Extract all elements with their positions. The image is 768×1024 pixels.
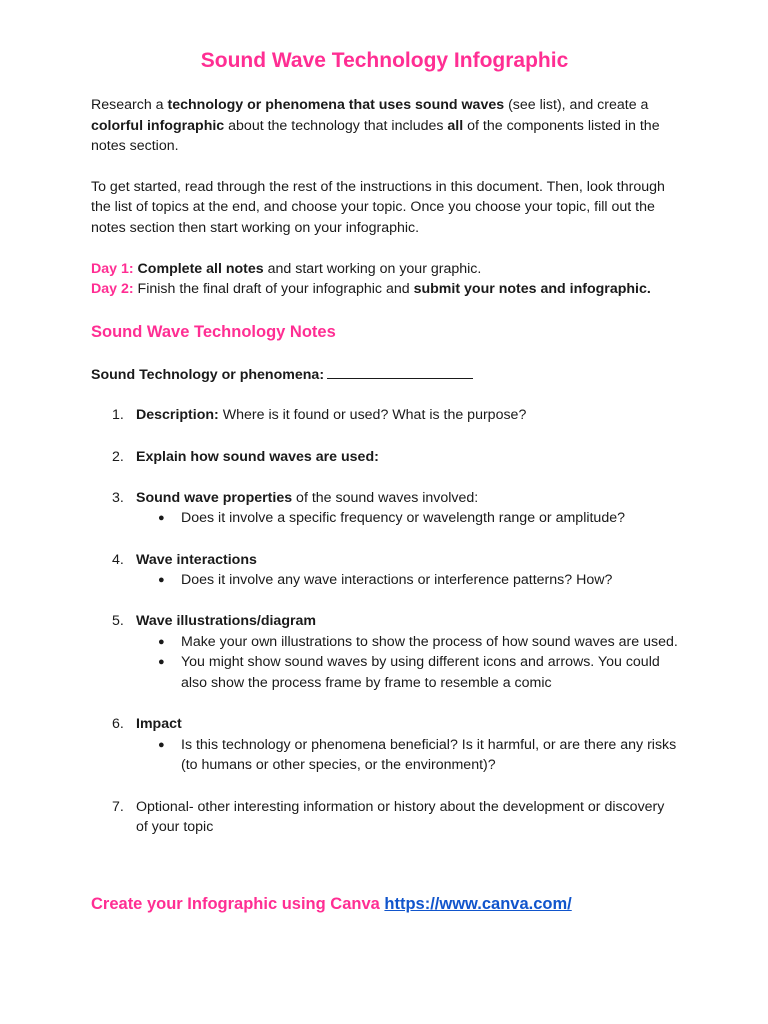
- intro-text-4: of the components listed in the notes section.: [91, 117, 660, 155]
- intro-paragraph: [91, 95, 678, 157]
- notes-item: [91, 405, 678, 426]
- getting-started-paragraph: To get started, read through the rest of the instructions in this document. Then, look through the list of topics at the end, and choose your topic. Once you choose your topic, fill out the notes section then start working on your infographic.: [91, 178, 665, 236]
- day-1-label: Day 1:: [91, 260, 134, 277]
- canva-link[interactable]: https://www.canva.com/: [384, 895, 572, 913]
- notes-item: [91, 488, 678, 529]
- day-2-label: Day 2:: [91, 281, 134, 298]
- notes-item: [91, 447, 678, 468]
- bullet-text: You might show sound waves by using different icons and arrows. You could also show the process frame by frame to resemble a comic: [181, 654, 660, 692]
- page-title: Sound Wave Technology Infographic: [200, 49, 569, 72]
- tech-field-label: Sound Technology or phenomena:: [91, 366, 325, 383]
- bullet-list: [91, 570, 678, 591]
- day-2-text: Finish the final draft of your infographic and: [133, 281, 414, 298]
- day-2-bold: submit your notes and infographic.: [413, 281, 651, 298]
- day-1-bold: Complete all notes: [137, 260, 264, 277]
- day-1-text: and start working on your graphic.: [263, 260, 482, 277]
- bullet-text: Does it involve a specific frequency or wavelength range or amplitude?: [181, 510, 625, 527]
- bullet-list: [91, 508, 678, 529]
- tech-field: [91, 364, 678, 386]
- bullet-item: [91, 632, 678, 653]
- day-1-line: [91, 259, 678, 280]
- item-bold: Impact: [136, 716, 182, 733]
- item-body: [136, 797, 678, 838]
- notes-item: [91, 714, 678, 776]
- notes-item: [91, 611, 678, 693]
- item-number: 4.: [112, 551, 124, 568]
- notes-list: [91, 405, 678, 837]
- item-number: 5.: [112, 613, 124, 630]
- item-bold: Description:: [136, 407, 219, 424]
- bullet-text: Make your own illustrations to show the process of how sound waves are used.: [181, 633, 678, 650]
- item-body: [136, 447, 678, 468]
- bullet-list: [91, 632, 678, 694]
- bullet-text: Does it involve any wave interactions or interference patterns? How?: [181, 572, 613, 589]
- item-bold: Wave illustrations/diagram: [136, 613, 317, 630]
- item-text: Optional- other interesting information or history about the development or discovery of your topic: [136, 798, 665, 836]
- item-bold: Wave interactions: [136, 551, 257, 568]
- notes-item: [91, 550, 678, 591]
- tech-field-blank[interactable]: [327, 364, 473, 379]
- bullet-dot-icon: ●: [158, 738, 165, 751]
- intro-bold-2: colorful infographic: [91, 117, 225, 134]
- item-body: [136, 550, 678, 571]
- intro-text-3: about the technology that includes: [224, 117, 448, 134]
- intro-text-2: (see list), and create a: [504, 97, 649, 113]
- item-bold: Explain how sound waves are used:: [136, 448, 379, 465]
- item-body: [136, 714, 678, 735]
- bullet-dot-icon: ●: [158, 512, 165, 525]
- bullet-dot-icon: ●: [158, 656, 165, 669]
- item-body: [136, 405, 678, 426]
- bullet-dot-icon: ●: [158, 635, 165, 648]
- item-bold: Sound wave properties: [136, 489, 293, 506]
- item-text: Where is it found or used? What is the purpose?: [218, 407, 527, 424]
- day-2-line: [91, 279, 678, 300]
- item-body: [136, 611, 678, 632]
- item-number: 1.: [112, 407, 124, 424]
- schedule: [91, 259, 678, 300]
- intro-bold-3: all: [447, 117, 464, 134]
- bullet-item: [91, 735, 678, 776]
- intro-bold-1: technology or phenomena that uses sound waves: [167, 97, 505, 113]
- bullet-item: [91, 570, 678, 591]
- notes-heading: Sound Wave Technology Notes: [91, 322, 336, 341]
- canva-line: [91, 893, 572, 915]
- item-number: 6.: [112, 716, 124, 733]
- bullet-list: [91, 735, 678, 776]
- bullet-item: [91, 508, 678, 529]
- item-text: of the sound waves involved:: [292, 489, 479, 506]
- notes-item: [91, 797, 678, 838]
- item-number: 2.: [112, 448, 124, 465]
- bullet-text: Is this technology or phenomena beneficial? Is it harmful, or are there any risks (to humans or other species, or the environment)?: [181, 736, 677, 774]
- item-number: 3.: [112, 489, 124, 506]
- bullet-item: [91, 652, 678, 693]
- canva-label: Create your Infographic using Canva: [91, 895, 380, 913]
- item-number: 7.: [112, 798, 124, 815]
- intro-text-1: Research a: [91, 97, 168, 113]
- item-body: [136, 488, 678, 509]
- bullet-dot-icon: ●: [158, 574, 165, 587]
